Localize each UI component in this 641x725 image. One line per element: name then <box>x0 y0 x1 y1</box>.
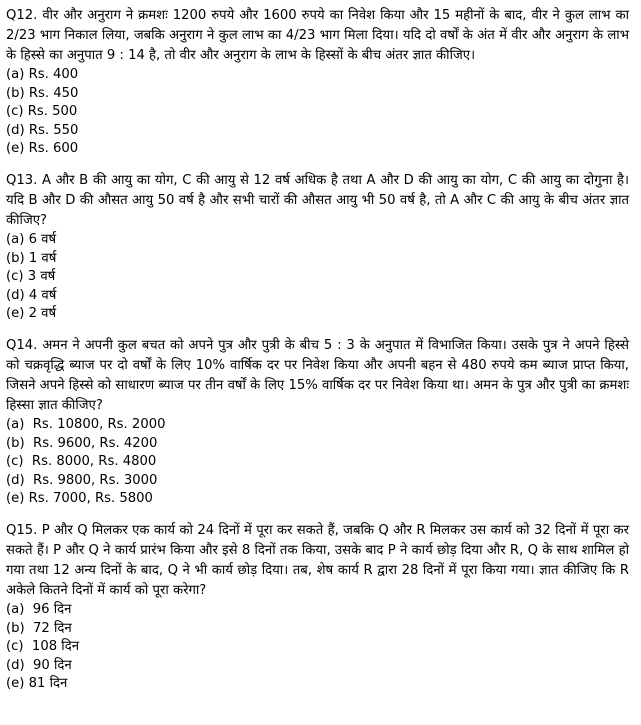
option-d: (d) Rs. 9800, Rs. 3000 <box>6 472 158 488</box>
option-d: (d) 90 दिन <box>6 657 72 673</box>
option-b: (b) 72 दिन <box>6 620 72 636</box>
question-15 <box>6 521 629 694</box>
option-a: (a) 96 दिन <box>6 601 72 617</box>
option-c: (c) 108 दिन <box>6 639 80 655</box>
question-text: Q12. वीर और अनुराग ने क्रमशः 1200 रुपये और 1600 रुपये का निवेश किया और 15 महीनों के बाद, वीर ने कुल लाभ का 2/23 भाग निकाल लिया, जबकि अनुराग ने कुल लाभ का 4/23 भाग मिला दिया। यदि दो वर्षों के अंत में वीर और अनुराग के लाभ के हिस्से का अनुपात 9 : 14 है, तो वीर और अनुराग के लाभ के हिस्सों के बीच अंतर ज्ञात कीजिए। <box>6 8 629 63</box>
option-list <box>6 601 629 694</box>
option-e: (e) 2 वर्ष <box>6 306 57 322</box>
question-text: Q13. A और B की आयु का योग, C की आयु से 12 वर्ष अधिक है तथा A और D की आयु का योग, C की आयु का दोगुना है। यदि B और D की औसत आयु 50 वर्ष है और सभी चारों की औसत आयु भी 50 वर्ष है, तो A और C की आयु के बीच अंतर ज्ञात कीजिए? <box>6 172 629 228</box>
question-13 <box>6 171 629 324</box>
option-list <box>6 231 629 324</box>
option-list <box>6 66 629 159</box>
option-b: (b) 1 वर्ष <box>6 250 57 266</box>
question-text: Q15. P और Q मिलकर एक कार्य को 24 दिनों में पूरा कर सकते हैं, जबकि Q और R मिलकर उस कार्य को 32 दिनों में पूरा कर सकते हैं। P और Q ने कार्य प्रारंभ किया और इसे 8 दिनों तक किया, उसके बाद P ने कार्य छोड़ दिया और R, Q के साथ शामिल हो गया तथा 12 अन्य दिनों के बाद, Q ने भी कार्य छोड़ दिया। तब, शेष कार्य R द्वारा 28 दिनों में पूरा किया गया। ज्ञात कीजिए कि R अकेले कितने दिनों में कार्य को पूरा करेगा? <box>6 522 629 598</box>
option-a: (a) Rs. 400 <box>6 67 79 82</box>
option-c: (c) Rs. 8000, Rs. 4800 <box>6 454 157 470</box>
option-list <box>6 416 629 509</box>
option-e: (e) Rs. 7000, Rs. 5800 <box>6 491 153 507</box>
option-c: (c) 3 वर्ष <box>6 269 56 285</box>
question-14 <box>6 336 629 509</box>
question-text: Q14. अमन ने अपनी कुल बचत को अपने पुत्र और पुत्री के बीच 5 : 3 के अनुपात में विभाजित किया। उसके पुत्र ने अपने हिस्से को चक्रवृद्धि ब्याज पर दो वर्षों के लिए 10% वार्षिक दर पर निवेश किया और अपनी बहन से 480 रुपये कम ब्याज प्राप्त किया, जिसने अपने हिस्से को साधारण ब्याज पर तीन वर्षों के लिए 15% वार्षिक दर पर निवेश किया था। अमन के पुत्र और पुत्री का क्रमशः हिस्सा ज्ञात कीजिए? <box>6 337 629 413</box>
option-d: (d) 4 वर्ष <box>6 287 57 303</box>
option-b: (b) Rs. 450 <box>6 85 79 101</box>
option-b: (b) Rs. 9600, Rs. 4200 <box>6 435 158 451</box>
option-e: (e) Rs. 600 <box>6 141 79 157</box>
option-a: (a) 6 वर्ष <box>6 231 57 247</box>
option-c: (c) Rs. 500 <box>6 104 78 120</box>
option-a: (a) Rs. 10800, Rs. 2000 <box>6 416 166 432</box>
question-12 <box>6 6 629 159</box>
option-e: (e) 81 दिन <box>6 676 68 692</box>
option-d: (d) Rs. 550 <box>6 122 79 138</box>
